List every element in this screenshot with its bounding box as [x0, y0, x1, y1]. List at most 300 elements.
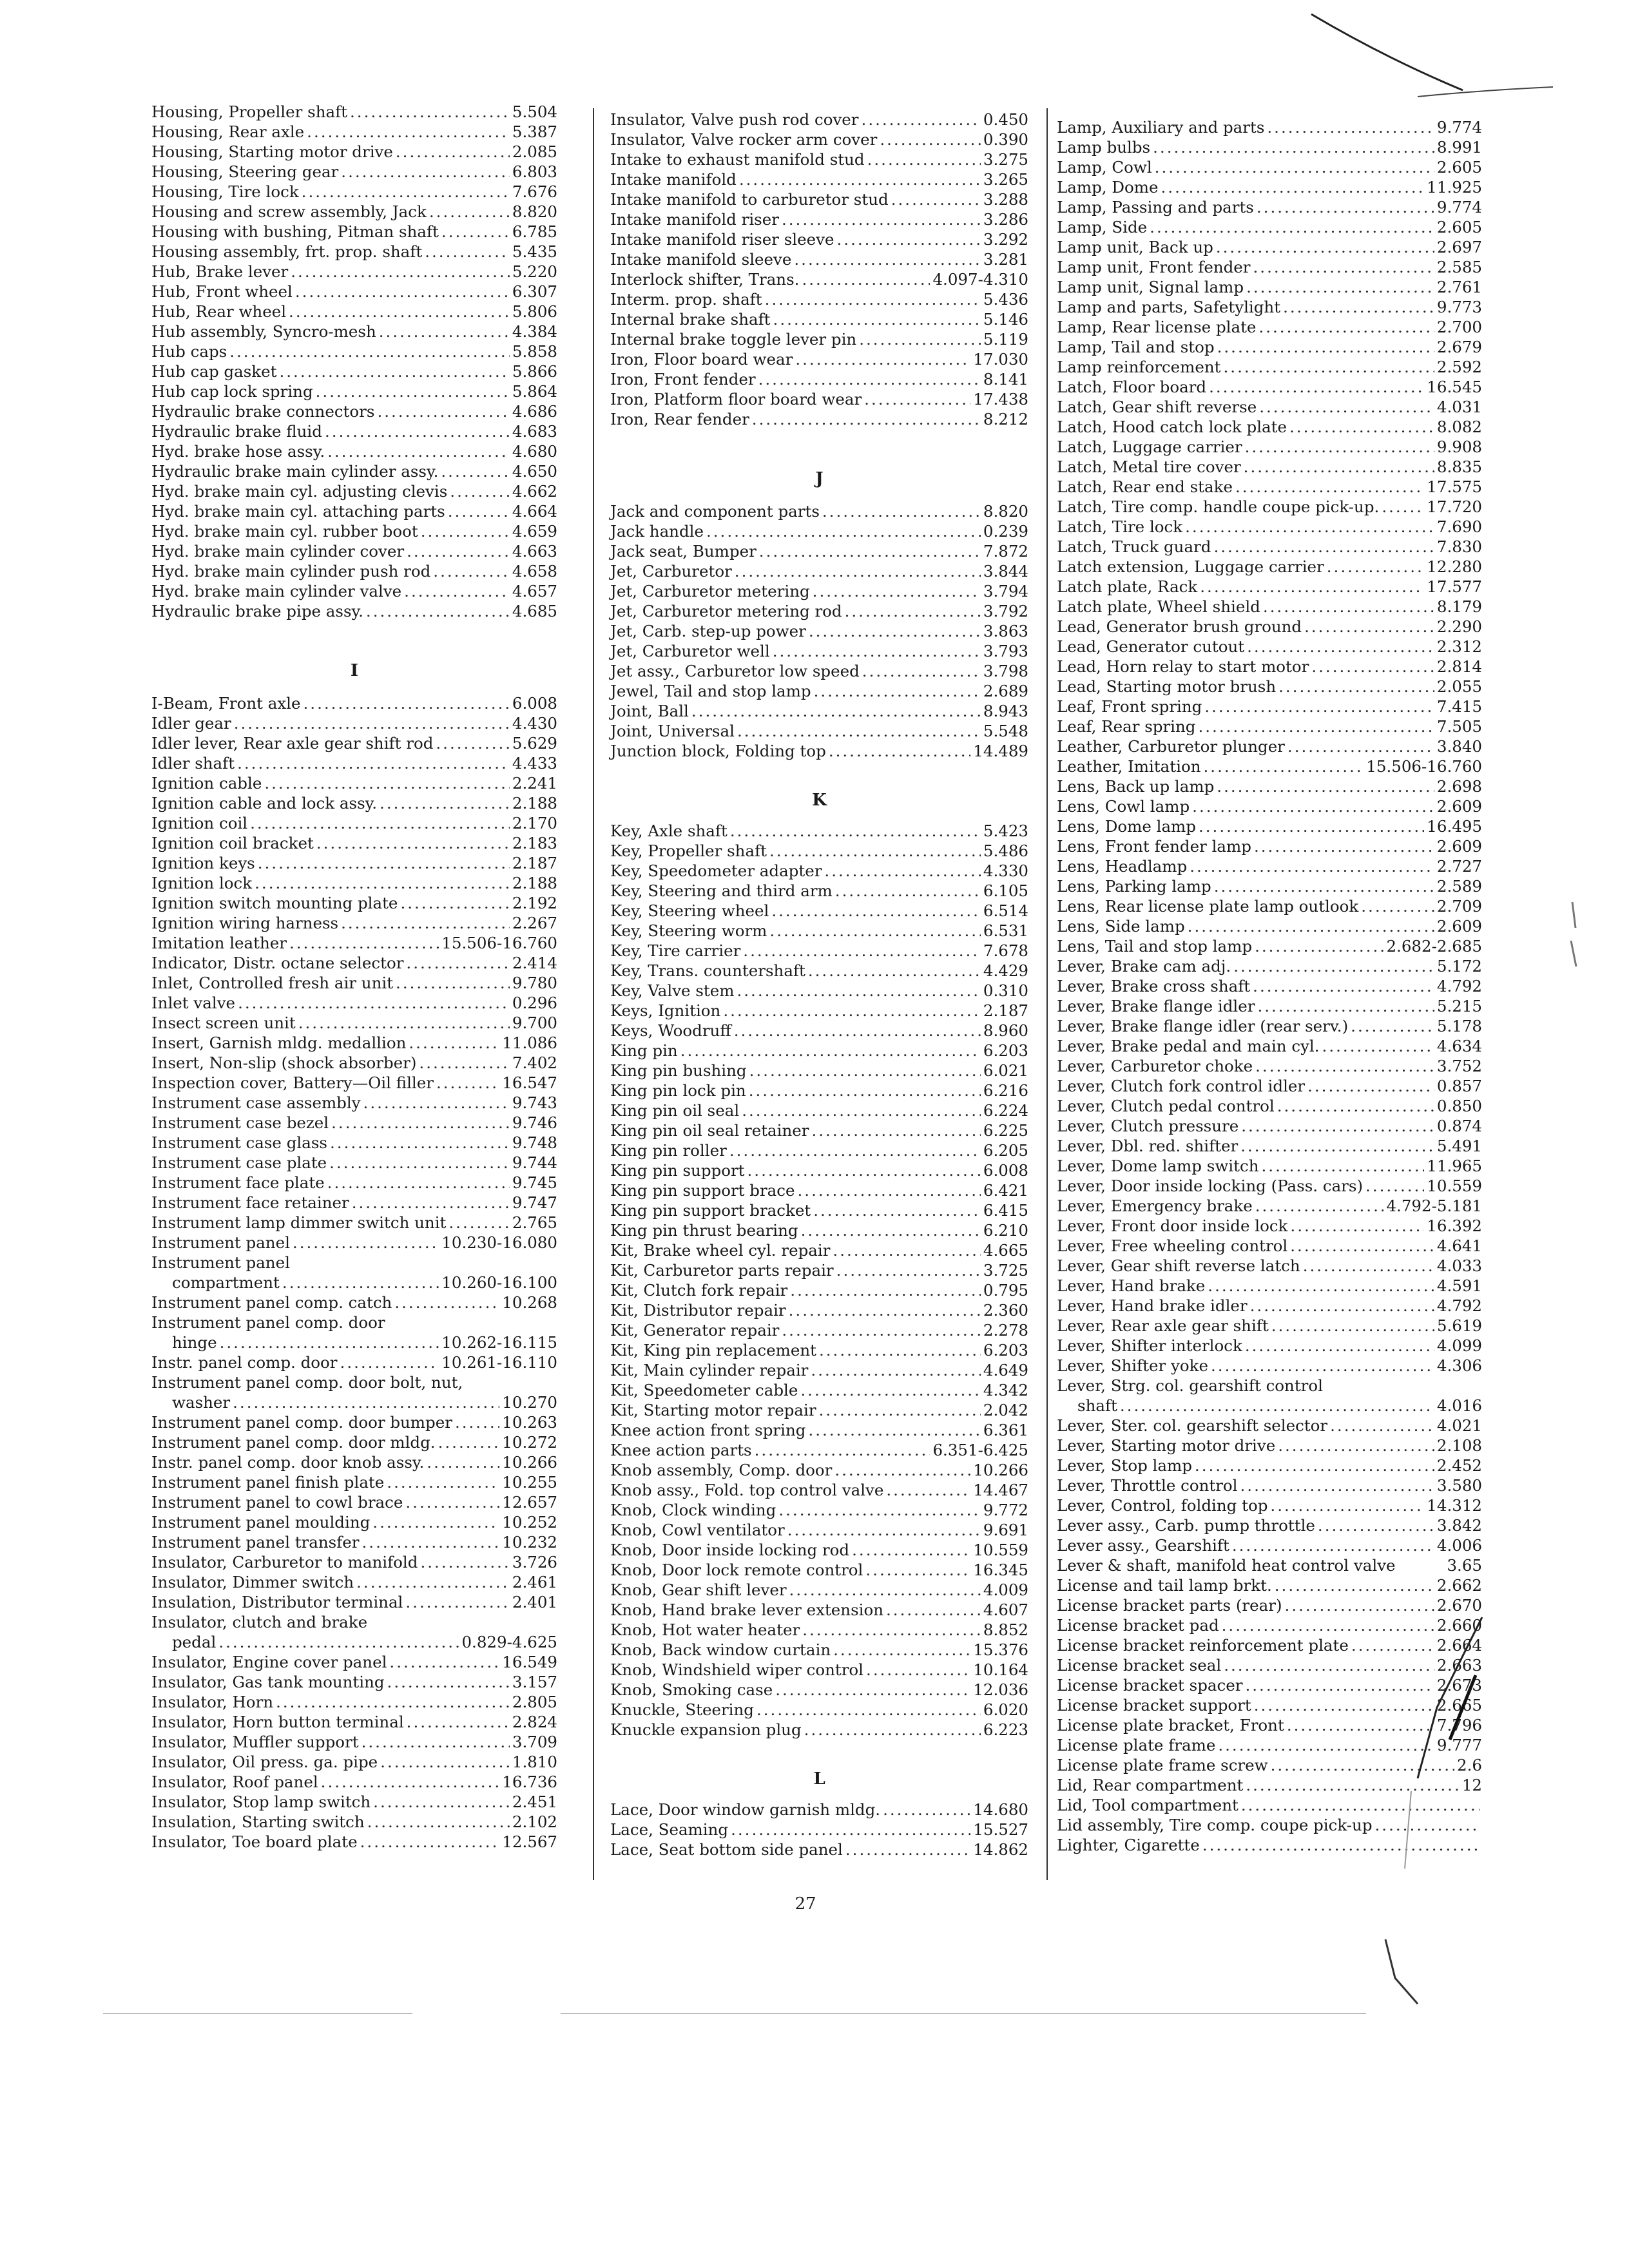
entry-label: Knee action front spring — [610, 1420, 806, 1439]
index-entry — [151, 1532, 557, 1552]
entry-label: Lever, Throttle control — [1057, 1476, 1238, 1495]
index-entry — [610, 1021, 1028, 1041]
index-entry — [610, 289, 1028, 309]
entry-label: Instrument panel to cowl brace — [151, 1492, 403, 1512]
entry-reference: 9.773 — [1436, 298, 1482, 316]
dot-leader — [233, 1392, 499, 1412]
dot-leader — [363, 1093, 510, 1113]
dot-leader — [1271, 1316, 1434, 1336]
entry-reference: 2.401 — [512, 1592, 557, 1611]
dot-leader — [680, 1041, 981, 1061]
entry-label: Instrument panel comp. door bumper — [151, 1412, 452, 1432]
entry-label: shaft — [1077, 1396, 1117, 1415]
index-entry — [610, 1001, 1028, 1021]
index-entry — [610, 1120, 1028, 1140]
entry-reference: 3.793 — [983, 641, 1028, 660]
dot-leader — [1153, 137, 1434, 157]
entry-label: Lamp and parts, Safetylight — [1057, 298, 1281, 316]
entry-label: Leather, Imitation — [1057, 757, 1201, 776]
entry-reference: 8.179 — [1436, 597, 1482, 616]
entry-reference: 2.188 — [512, 793, 557, 812]
entry-reference: 12.036 — [973, 1680, 1028, 1699]
entry-label: Instrument face plate — [151, 1173, 325, 1192]
index-entry — [610, 1160, 1028, 1180]
index-entry — [1057, 697, 1482, 716]
entry-reference: 6.785 — [512, 222, 557, 241]
entry-reference: 4.021 — [1436, 1416, 1482, 1435]
index-entry — [151, 1253, 557, 1273]
index-entry — [1057, 1715, 1482, 1735]
dot-leader — [441, 461, 509, 481]
entry-reference: 3.840 — [1436, 737, 1482, 756]
index-entry — [151, 501, 557, 521]
entry-reference: 4.634 — [1436, 1037, 1482, 1055]
dot-leader — [808, 961, 981, 981]
index-entry — [610, 1280, 1028, 1300]
index-entry — [610, 1420, 1028, 1440]
dot-leader — [362, 1532, 500, 1552]
dot-leader — [1253, 257, 1434, 277]
entry-label: License plate bracket, Front — [1057, 1716, 1284, 1735]
dot-leader — [723, 1001, 981, 1021]
index-entry — [151, 853, 557, 873]
entry-label: Leaf, Front spring — [1057, 697, 1202, 716]
dot-leader — [356, 1572, 510, 1592]
index-entry — [1057, 796, 1482, 816]
dot-leader — [429, 202, 510, 222]
index-entry — [610, 1360, 1028, 1380]
index-entry — [151, 481, 557, 501]
index-entry — [1057, 577, 1482, 597]
index-entry — [151, 1372, 557, 1392]
entry-reference: 2.609 — [1436, 917, 1482, 936]
index-entry — [1057, 357, 1482, 377]
index-entry — [1057, 557, 1482, 577]
entry-reference: 6.203 — [983, 1041, 1028, 1060]
index-entry — [1057, 1336, 1482, 1356]
entry-label: Lamp, Side — [1057, 218, 1148, 236]
dot-leader — [1254, 1695, 1434, 1715]
index-entry — [151, 1352, 557, 1372]
dot-leader — [316, 381, 510, 401]
index-entry — [610, 1180, 1028, 1200]
entry-reference: 6.021 — [983, 1061, 1028, 1080]
dot-leader — [1255, 1196, 1384, 1216]
index-entry — [1057, 1615, 1482, 1635]
entry-reference: 5.387 — [512, 122, 557, 141]
entry-reference: 7.690 — [1436, 517, 1482, 536]
dot-leader — [298, 1013, 510, 1033]
index-entry — [151, 1213, 557, 1233]
index-entry — [1057, 197, 1482, 217]
index-entry — [610, 1100, 1028, 1120]
index-entry — [610, 229, 1028, 249]
dot-leader — [1214, 876, 1434, 896]
dot-leader — [811, 1360, 980, 1380]
entry-reference: 5.119 — [983, 330, 1028, 349]
entry-reference: 2.192 — [512, 893, 557, 912]
dot-leader — [731, 1820, 970, 1840]
entry-label: Hyd. brake main cylinder valve — [151, 582, 402, 601]
dot-leader — [302, 182, 510, 202]
dot-leader — [421, 521, 510, 541]
index-entry — [610, 269, 1028, 289]
entry-label: Lamp, Cowl — [1057, 158, 1152, 177]
index-entry — [151, 973, 557, 993]
entry-label: Instrument face retainer — [151, 1193, 349, 1212]
entry-reference: 0.874 — [1436, 1117, 1482, 1135]
entry-label: Lever, Control, folding top — [1057, 1496, 1268, 1515]
index-entry — [151, 162, 557, 182]
entry-reference: 6.020 — [983, 1700, 1028, 1719]
index-entry — [151, 1732, 557, 1752]
entry-reference: 1.810 — [512, 1752, 557, 1771]
index-entry — [1057, 117, 1482, 137]
entry-reference: 2.188 — [512, 873, 557, 892]
entry-reference: 6.210 — [983, 1220, 1028, 1240]
entry-label: Housing and screw assembly, Jack — [151, 202, 427, 221]
dot-leader — [1255, 1056, 1434, 1076]
entry-reference: 2.824 — [512, 1712, 557, 1731]
entry-label: License bracket pad — [1057, 1616, 1219, 1635]
dot-leader — [829, 741, 970, 761]
entry-reference: 2.451 — [512, 1792, 557, 1811]
dot-leader — [1351, 1635, 1434, 1655]
dot-leader — [407, 541, 510, 561]
index-entry — [151, 521, 557, 541]
entry-label: Inlet valve — [151, 993, 236, 1012]
entry-label: Insulator, Horn — [151, 1692, 274, 1711]
index-entry — [151, 1552, 557, 1572]
index-entry — [1057, 1436, 1482, 1456]
entry-label: Ignition coil — [151, 813, 248, 832]
entry-label: Lamp, Passing and parts — [1057, 198, 1254, 216]
index-entry — [151, 601, 557, 621]
entry-label: Jet, Carb. step-up power — [610, 621, 806, 640]
dot-leader — [824, 861, 980, 881]
index-entry — [151, 541, 557, 561]
index-entry — [1057, 1296, 1482, 1316]
entry-label: Insect screen unit — [151, 1013, 296, 1032]
entry-reference: 6.351-6.425 — [932, 1440, 1028, 1459]
dot-leader — [883, 1800, 970, 1820]
dot-leader — [1382, 497, 1424, 517]
entry-label: Knuckle expansion plug — [610, 1720, 802, 1739]
entry-label: Hyd. brake hose assy. — [151, 442, 325, 461]
dot-leader — [789, 1580, 981, 1600]
entry-reference: 11.086 — [502, 1033, 557, 1052]
entry-reference: 2.662 — [1436, 1576, 1482, 1595]
entry-reference: 5.215 — [1436, 997, 1482, 1015]
entry-reference: 2.665 — [1436, 1696, 1482, 1715]
dot-leader — [734, 1021, 981, 1041]
dot-leader — [1241, 1795, 1480, 1815]
index-entry — [151, 1512, 557, 1532]
entry-label: Lever, Brake flange idler — [1057, 997, 1255, 1015]
section-heading-l: L — [813, 1769, 825, 1789]
index-entry — [610, 329, 1028, 349]
entry-label: Jack seat, Bumper — [610, 541, 757, 561]
index-entry — [151, 1193, 557, 1213]
entry-label: Hub, Brake lever — [151, 262, 289, 281]
entry-label: Lever, Brake pedal and main cyl. — [1057, 1037, 1320, 1055]
dot-leader — [1241, 1116, 1434, 1136]
entry-label: Housing, Steering gear — [151, 162, 339, 181]
index-entry — [610, 169, 1028, 189]
entry-reference: 8.820 — [983, 501, 1028, 521]
index-entry — [151, 793, 557, 813]
index-entry — [1057, 157, 1482, 177]
entry-label: Lever, Clutch pressure — [1057, 1117, 1239, 1135]
entry-reference: 5.491 — [1436, 1137, 1482, 1155]
entry-label: Instrument case plate — [151, 1153, 327, 1172]
entry-reference: 2.187 — [512, 853, 557, 872]
entry-label: Kit, Distributor repair — [610, 1300, 786, 1320]
entry-reference: 4.330 — [983, 861, 1028, 880]
dot-leader — [405, 1592, 509, 1612]
index-entry — [151, 461, 557, 481]
index-entry — [1057, 956, 1482, 976]
dot-leader — [237, 753, 510, 773]
entry-label: Insulator, Carburetor to manifold — [151, 1552, 418, 1571]
index-entry — [1057, 1675, 1482, 1695]
index-entry — [1057, 537, 1482, 557]
index-entry — [1057, 916, 1482, 936]
entry-label: Key, Axle shaft — [610, 821, 728, 840]
entry-label: Internal brake toggle lever pin — [610, 330, 857, 349]
entry-label: Interlock shifter, Trans. — [610, 270, 800, 289]
dot-leader — [1195, 1456, 1434, 1475]
entry-label: Latch, Tire comp. handle coupe pick-up. — [1057, 497, 1380, 516]
dot-leader — [819, 1340, 981, 1360]
entry-label: King pin roller — [610, 1140, 727, 1160]
index-entry — [1057, 337, 1482, 357]
dot-leader — [813, 581, 981, 601]
entry-reference: 4.649 — [983, 1360, 1028, 1379]
entry-label: Instr. panel comp. door — [151, 1352, 338, 1372]
index-entry — [151, 441, 557, 461]
dot-leader — [1275, 1575, 1434, 1595]
dot-leader — [802, 1620, 981, 1640]
dot-leader — [380, 793, 510, 813]
index-entry — [151, 813, 557, 833]
index-entry — [610, 1480, 1028, 1500]
column-rule-2 — [1046, 108, 1048, 1880]
entry-reference: 9.746 — [512, 1113, 557, 1132]
entry-reference: 2.360 — [983, 1300, 1028, 1320]
entry-reference: 5.548 — [983, 721, 1028, 740]
entry-label: Lever, Shifter yoke — [1057, 1356, 1208, 1375]
entry-reference: 9.780 — [512, 973, 557, 992]
index-entry — [1057, 217, 1482, 237]
entry-label: Lever, Clutch pedal control — [1057, 1097, 1275, 1115]
entry-reference: 2.727 — [1436, 857, 1482, 876]
entry-label: Knob, Smoking case — [610, 1680, 773, 1699]
index-entry — [1057, 1176, 1482, 1196]
entry-label: Knuckle, Steering — [610, 1700, 754, 1719]
entry-reference: 6.205 — [983, 1140, 1028, 1160]
dot-leader — [372, 1512, 499, 1532]
index-entry — [610, 1540, 1028, 1560]
entry-label: Key, Steering wheel — [610, 901, 769, 920]
entry-reference: 12 — [1461, 1776, 1482, 1794]
dot-leader — [886, 1480, 970, 1500]
dot-leader — [427, 1452, 499, 1472]
entry-reference: 2.673 — [1436, 1676, 1482, 1695]
index-entry — [151, 401, 557, 421]
entry-reference: 8.212 — [983, 410, 1028, 428]
section-heading-k: K — [812, 791, 827, 811]
entry-label: Kit, Generator repair — [610, 1320, 780, 1340]
dot-leader — [360, 1832, 500, 1852]
entry-reference: 9.748 — [512, 1133, 557, 1152]
index-entry — [151, 1093, 557, 1113]
dot-leader — [1161, 177, 1425, 197]
index-entry — [151, 1752, 557, 1772]
entry-reference: 4.016 — [1436, 1396, 1482, 1415]
index-entry — [610, 941, 1028, 961]
index-entry — [610, 1041, 1028, 1061]
entry-reference: 2.414 — [512, 953, 557, 972]
index-entry — [1057, 1396, 1482, 1416]
index-entry — [610, 1380, 1028, 1400]
entry-reference: 3.752 — [1436, 1057, 1482, 1075]
entry-label: Lamp unit, Signal lamp — [1057, 278, 1244, 296]
dot-leader — [1240, 1475, 1434, 1495]
dot-leader — [1278, 1436, 1434, 1456]
index-entry — [1057, 1056, 1482, 1076]
entry-reference: 9.745 — [512, 1173, 557, 1192]
entry-reference: 9.908 — [1436, 437, 1482, 456]
entry-label: Lever, Strg. col. gearshift control — [1057, 1376, 1323, 1395]
entry-label: Housing, Propeller shaft — [151, 102, 348, 121]
entry-reference: 4.664 — [512, 502, 557, 521]
dot-leader — [1327, 557, 1425, 577]
index-entry — [1057, 137, 1482, 157]
entry-label: Lighter, Cigarette — [1057, 1836, 1200, 1854]
entry-label: License bracket reinforcement plate — [1057, 1636, 1349, 1655]
entry-reference: 7.415 — [1436, 697, 1482, 716]
entry-label: Hydraulic brake connectors — [151, 402, 375, 421]
entry-label: Insulator, Roof panel — [151, 1772, 318, 1791]
entry-label: Hyd. brake main cyl. rubber boot — [151, 522, 418, 541]
entry-reference: 2.102 — [512, 1812, 557, 1831]
index-entry — [610, 1680, 1028, 1700]
index-entry — [610, 309, 1028, 329]
entry-label: Hub, Rear wheel — [151, 302, 287, 321]
entry-reference: 3.275 — [983, 150, 1028, 169]
dot-leader — [258, 853, 510, 873]
dot-leader — [737, 721, 981, 741]
index-entry — [610, 369, 1028, 389]
dot-leader — [787, 1520, 981, 1540]
entry-label: Knob, Hot water heater — [610, 1620, 800, 1639]
dot-leader — [1199, 816, 1424, 836]
entry-label: Lever, Ster. col. gearshift selector — [1057, 1416, 1328, 1435]
entry-label: Iron, Platform floor board wear — [610, 390, 862, 408]
index-entry — [1057, 876, 1482, 896]
entry-label: Key, Valve stem — [610, 981, 735, 1000]
entry-reference: 6.008 — [512, 693, 557, 713]
entry-label: Lever, Free wheeling control — [1057, 1236, 1288, 1255]
index-entry — [151, 1153, 557, 1173]
entry-reference: 4.031 — [1436, 398, 1482, 416]
entry-label: Lever, Clutch fork control idler — [1057, 1077, 1306, 1095]
dot-leader — [891, 189, 981, 209]
entry-reference: 14.312 — [1427, 1496, 1482, 1515]
entry-reference: 6.008 — [983, 1160, 1028, 1180]
entry-reference: 10.266 — [502, 1452, 557, 1472]
dot-leader — [1235, 477, 1424, 497]
index-entry — [1057, 1016, 1482, 1036]
entry-reference: 3.794 — [983, 581, 1028, 601]
entry-reference: 8.820 — [512, 202, 557, 221]
index-entry — [610, 1460, 1028, 1480]
entry-reference: 4.097-4.310 — [932, 270, 1028, 289]
entry-label: License bracket parts (rear) — [1057, 1596, 1282, 1615]
dot-leader — [813, 1200, 981, 1220]
dot-leader — [834, 1460, 970, 1480]
dot-leader — [389, 1652, 499, 1672]
dot-leader — [814, 681, 981, 701]
dot-leader — [789, 1300, 981, 1320]
entry-label: Lever, Brake flange idler (rear serv.) — [1057, 1017, 1349, 1035]
entry-label: Latch plate, Wheel shield — [1057, 597, 1260, 616]
index-entry — [610, 1640, 1028, 1660]
entry-reference: 4.686 — [512, 402, 557, 421]
entry-reference: 2.814 — [1436, 657, 1482, 676]
index-entry — [1057, 1376, 1482, 1396]
dot-leader — [316, 833, 510, 853]
index-entry — [610, 1500, 1028, 1520]
dot-leader — [1365, 1176, 1424, 1196]
dot-leader — [859, 329, 981, 349]
entry-reference: 3.709 — [512, 1732, 557, 1751]
dot-leader — [1287, 736, 1434, 756]
entry-reference: 4.658 — [512, 562, 557, 581]
entry-reference: 7.676 — [512, 182, 557, 201]
dot-leader — [1150, 217, 1434, 237]
entry-label: Insulator, Muffler support — [151, 1732, 359, 1751]
index-entry — [151, 341, 557, 361]
index-entry — [1057, 816, 1482, 836]
index-entry — [610, 1081, 1028, 1100]
index-entry — [610, 501, 1028, 521]
entry-reference: 6.105 — [983, 881, 1028, 900]
entry-reference: 9.700 — [512, 1013, 557, 1032]
entry-label: Lead, Generator cutout — [1057, 637, 1245, 656]
dot-leader — [438, 1432, 500, 1452]
entry-reference: 3.281 — [983, 250, 1028, 269]
dot-leader — [1287, 1715, 1434, 1735]
entry-reference: 15.506-16.760 — [1366, 757, 1482, 776]
entry-label: Instrument case glass — [151, 1133, 327, 1152]
entry-label: Lever, Stop lamp — [1057, 1456, 1192, 1475]
dot-leader — [880, 130, 981, 149]
index-entry — [151, 122, 557, 142]
entry-reference: 3.842 — [1436, 1516, 1482, 1535]
index-entry — [610, 741, 1028, 761]
entry-reference: 2.585 — [1436, 258, 1482, 276]
index-entry — [1057, 836, 1482, 856]
index-entry — [610, 541, 1028, 561]
entry-reference: 2.660 — [1436, 1616, 1482, 1635]
dot-leader — [1257, 996, 1434, 1016]
entry-label: Jet assy., Carburetor low speed — [610, 661, 860, 680]
entry-label: Lens, Dome lamp — [1057, 817, 1196, 836]
entry-label: Hydraulic brake fluid — [151, 422, 322, 441]
dot-leader — [729, 1140, 981, 1160]
